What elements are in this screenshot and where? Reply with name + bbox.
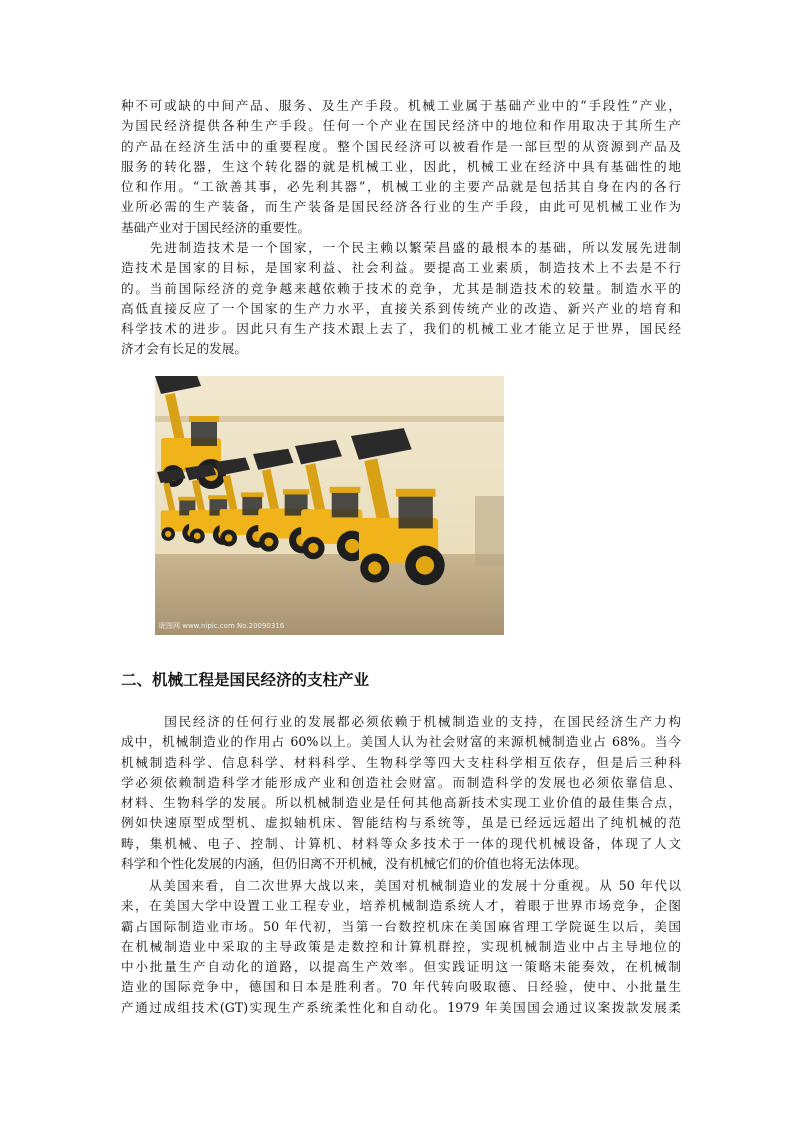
text-line: 造业的国际竞争中，德国和日本是胜利者。70 年代转向吸取德、日经验，使中、小批量生 <box>121 979 681 995</box>
section-paragraph-2 <box>121 876 681 1018</box>
text-line: 霸占国际制造业市场。50 年代初，当第一台数控机床在美国麻省理工学院诞生以后，美国 <box>121 918 681 934</box>
text-line: 科学技术的进步。因此只有生产技术跟上去了，我们的机械工业才能立足于世界，国民经 <box>121 321 681 337</box>
text-line: 从美国来看，自二次世界大战以来，美国对机械制造业的发展十分重视。从 50 年代以 <box>121 878 681 893</box>
text-line: 来，在美国大学中设置工业工程专业，培养机械制造系统人才，着眼于世界市场竞争，企图 <box>121 898 681 914</box>
text-line: 成中，机械制造业的作用占 60%以上。美国人认为社会财富的来源机械制造业占 68%。当今 <box>121 734 681 750</box>
text-line: 畴，集机械、电子、控制、计算机、材料等众多技术于一体的现代机械设备，体现了人文 <box>121 835 681 851</box>
text-line: 在机械制造业中采取的主导政策是走数控和计算机群控，实现机械制造业中占主导地位的 <box>121 938 681 954</box>
backhoe-loaders-photo <box>155 376 504 635</box>
text-line: 科学和个性化发展的内涵，但仍旧离不开机械，没有机械它们的价值也将无法体现。 <box>121 856 587 872</box>
text-line: 产通过成组技术(GT)实现生产系统柔性化和自动化。1979 年美国国会通过议案拨款发展柔 <box>121 999 681 1015</box>
text-line: 的。当前国际经济的竞争越来越依赖于技术的竞争，尤其是制造技术的较量。制造水平的 <box>121 280 681 296</box>
text-line: 国民经济的任何行业的发展都必须依赖于机械制造业的支持，在国民经济生产力构 <box>121 714 681 729</box>
section-heading: 二、机械工程是国民经济的支柱产业 <box>121 671 370 689</box>
text-line: 造技术是国家的目标，是国家利益、社会利益。要提高工业素质，制造技术上不去是不行 <box>121 260 681 276</box>
text-line: 材料、生物科学的发展。所以机械制造业是任何其他高新技术实现工业价值的最佳集合点， <box>121 795 681 811</box>
text-line: 的产品在经济生活中的重要程度。整个国民经济可以被看作是一部巨型的从资源到产品及 <box>121 138 681 154</box>
intro-paragraph-1 <box>121 96 681 238</box>
text-line: 济才会有长足的发展。 <box>121 341 247 357</box>
text-line: 种不可或缺的中间产品、服务、及生产手段。机械工业属于基础产业中的“手段性”产业， <box>121 98 681 113</box>
text-line: 为国民经济提供各种生产手段。任何一个产业在国民经济中的地位和作用取决于其所生产 <box>121 118 681 134</box>
text-line: 位和作用。“工欲善其事，必先利其器”，机械工业的主要产品就是包括其自身在内的各行 <box>121 179 681 195</box>
text-line: 基础产业对于国民经济的重要性。 <box>121 219 310 235</box>
section-paragraph-1 <box>121 712 681 874</box>
intro-paragraph-2 <box>121 238 681 360</box>
text-line: 业所必需的生产装备，而生产装备是国民经济各行业的生产手段，由此可见机械工业作为 <box>121 199 681 215</box>
photo-watermark: 昵图网 www.nipic.com No.20090316 <box>159 622 285 630</box>
text-line: 学必须依赖制造科学才能形成产业和创造社会财富。而制造科学的发展也必须依靠信息、 <box>121 774 681 790</box>
text-line: 机械制造科学、信息科学、材料科学、生物科学等四大支柱科学相互依存，但是后三种科 <box>121 754 681 770</box>
text-line: 先进制造技术是一个国家，一个民主赖以繁荣昌盛的最根本的基础，所以发展先进制 <box>121 240 681 255</box>
text-line: 中小批量生产自动化的道路，以提高生产效率。但实践证明这一策略未能奏效，在机械制 <box>121 959 681 975</box>
text-line: 服务的转化器，生这个转化器的就是机械工业，因此，机械工业在经济中具有基础性的地 <box>121 158 681 174</box>
text-line: 例如快速原型成型机、虚拟轴机床、智能结构与系统等，虽是已经远远超出了纯机械的范 <box>121 815 681 831</box>
text-line: 高低直接反应了一个国家的生产力水平，直接关系到传统产业的改造、新兴产业的培育和 <box>121 300 681 316</box>
